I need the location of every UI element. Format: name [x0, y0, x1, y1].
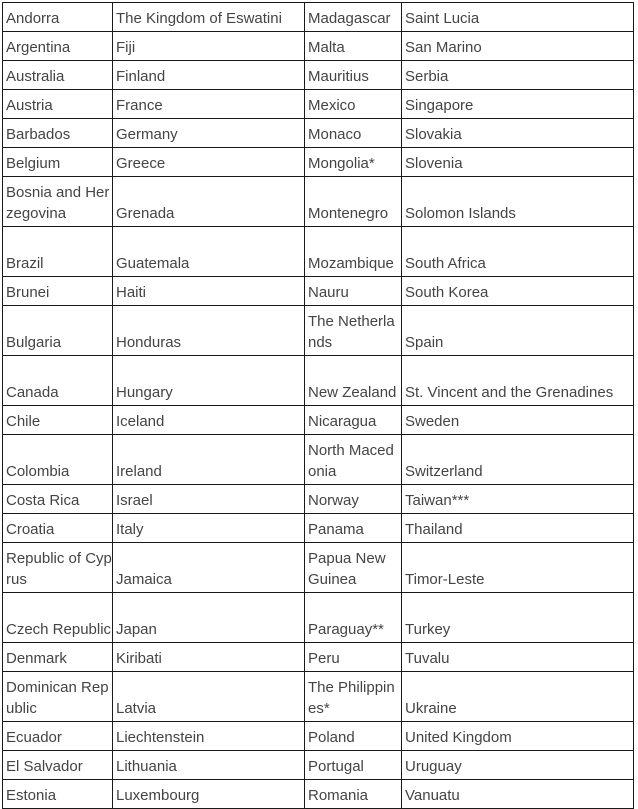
table-cell: Thailand — [402, 514, 634, 543]
table-cell: The Kingdom of Eswatini — [113, 3, 305, 32]
table-cell: San Marino — [402, 32, 634, 61]
table-cell: South Africa — [402, 227, 634, 277]
table-row — [3, 227, 634, 277]
table-cell: Republic of Cyprus — [3, 543, 113, 593]
table-cell: Israel — [113, 485, 305, 514]
table-cell: Fiji — [113, 32, 305, 61]
table-cell: Estonia — [3, 780, 113, 809]
table-cell: Barbados — [3, 119, 113, 148]
table-cell: Saint Lucia — [402, 3, 634, 32]
table-cell: Bosnia and Herzegovina — [3, 177, 113, 227]
table-row — [3, 514, 634, 543]
table-row — [3, 3, 634, 32]
table-cell: Kiribati — [113, 643, 305, 672]
table-cell: St. Vincent and the Grenadines — [402, 356, 634, 406]
table-row — [3, 672, 634, 722]
table-cell: Japan — [113, 593, 305, 643]
table-row — [3, 643, 634, 672]
table-cell: Colombia — [3, 435, 113, 485]
table-cell: The Netherlands — [305, 306, 402, 356]
table-cell: Dominican Republic — [3, 672, 113, 722]
countries-table — [2, 2, 634, 809]
table-cell: Haiti — [113, 277, 305, 306]
table-cell: Papua New Guinea — [305, 543, 402, 593]
table-cell: Italy — [113, 514, 305, 543]
table-cell: Malta — [305, 32, 402, 61]
table-cell: Turkey — [402, 593, 634, 643]
table-cell: Honduras — [113, 306, 305, 356]
table-cell: Ukraine — [402, 672, 634, 722]
table-cell: Timor-Leste — [402, 543, 634, 593]
table-cell: Guatemala — [113, 227, 305, 277]
table-row — [3, 406, 634, 435]
table-cell: South Korea — [402, 277, 634, 306]
table-cell: Nicaragua — [305, 406, 402, 435]
table-cell: Costa Rica — [3, 485, 113, 514]
table-cell: Tuvalu — [402, 643, 634, 672]
table-cell: Denmark — [3, 643, 113, 672]
table-cell: United Kingdom — [402, 722, 634, 751]
table-cell: Slovenia — [402, 148, 634, 177]
table-row — [3, 61, 634, 90]
table-cell: North Macedonia — [305, 435, 402, 485]
table-cell: Taiwan*** — [402, 485, 634, 514]
table-row — [3, 119, 634, 148]
table-cell: Vanuatu — [402, 780, 634, 809]
table-cell: Ireland — [113, 435, 305, 485]
table-cell: Canada — [3, 356, 113, 406]
table-cell: El Salvador — [3, 751, 113, 780]
table-cell: Portugal — [305, 751, 402, 780]
table-cell: Slovakia — [402, 119, 634, 148]
table-cell: Grenada — [113, 177, 305, 227]
table-cell: Mozambique — [305, 227, 402, 277]
table-cell: Greece — [113, 148, 305, 177]
table-cell: Singapore — [402, 90, 634, 119]
table-cell: The Philippines* — [305, 672, 402, 722]
table-row — [3, 277, 634, 306]
table-cell: Luxembourg — [113, 780, 305, 809]
table-cell: Romania — [305, 780, 402, 809]
table-row — [3, 780, 634, 809]
table-cell: Finland — [113, 61, 305, 90]
table-cell: Madagascar — [305, 3, 402, 32]
table-cell: Poland — [305, 722, 402, 751]
table-row — [3, 90, 634, 119]
table-cell: Uruguay — [402, 751, 634, 780]
table-cell: Chile — [3, 406, 113, 435]
table-row — [3, 593, 634, 643]
table-cell: Brazil — [3, 227, 113, 277]
table-cell: Argentina — [3, 32, 113, 61]
table-cell: Nauru — [305, 277, 402, 306]
table-cell: Norway — [305, 485, 402, 514]
table-row — [3, 306, 634, 356]
table-cell: Montenegro — [305, 177, 402, 227]
table-cell: Germany — [113, 119, 305, 148]
table-cell: Czech Republic — [3, 593, 113, 643]
table-cell: Sweden — [402, 406, 634, 435]
table-cell: Lithuania — [113, 751, 305, 780]
table-cell: Liechtenstein — [113, 722, 305, 751]
table-row — [3, 148, 634, 177]
table-row — [3, 751, 634, 780]
table-cell: Panama — [305, 514, 402, 543]
table-cell: Switzerland — [402, 435, 634, 485]
table-cell: Austria — [3, 90, 113, 119]
table-row — [3, 177, 634, 227]
table-cell: Mauritius — [305, 61, 402, 90]
table-cell: Solomon Islands — [402, 177, 634, 227]
table-row — [3, 722, 634, 751]
table-cell: Australia — [3, 61, 113, 90]
table-row — [3, 543, 634, 593]
table-cell: Peru — [305, 643, 402, 672]
table-cell: Croatia — [3, 514, 113, 543]
table-cell: Iceland — [113, 406, 305, 435]
table-row — [3, 435, 634, 485]
table-cell: Latvia — [113, 672, 305, 722]
table-row — [3, 485, 634, 514]
table-cell: France — [113, 90, 305, 119]
table-cell: Brunei — [3, 277, 113, 306]
table-cell: Mexico — [305, 90, 402, 119]
table-cell: Ecuador — [3, 722, 113, 751]
table-cell: Spain — [402, 306, 634, 356]
table-row — [3, 32, 634, 61]
table-cell: Mongolia* — [305, 148, 402, 177]
table-cell: Belgium — [3, 148, 113, 177]
table-cell: Jamaica — [113, 543, 305, 593]
table-cell: Andorra — [3, 3, 113, 32]
table-cell: Paraguay** — [305, 593, 402, 643]
table-cell: New Zealand — [305, 356, 402, 406]
table-cell: Hungary — [113, 356, 305, 406]
table-cell: Serbia — [402, 61, 634, 90]
table-cell: Bulgaria — [3, 306, 113, 356]
table-cell: Monaco — [305, 119, 402, 148]
table-row — [3, 356, 634, 406]
